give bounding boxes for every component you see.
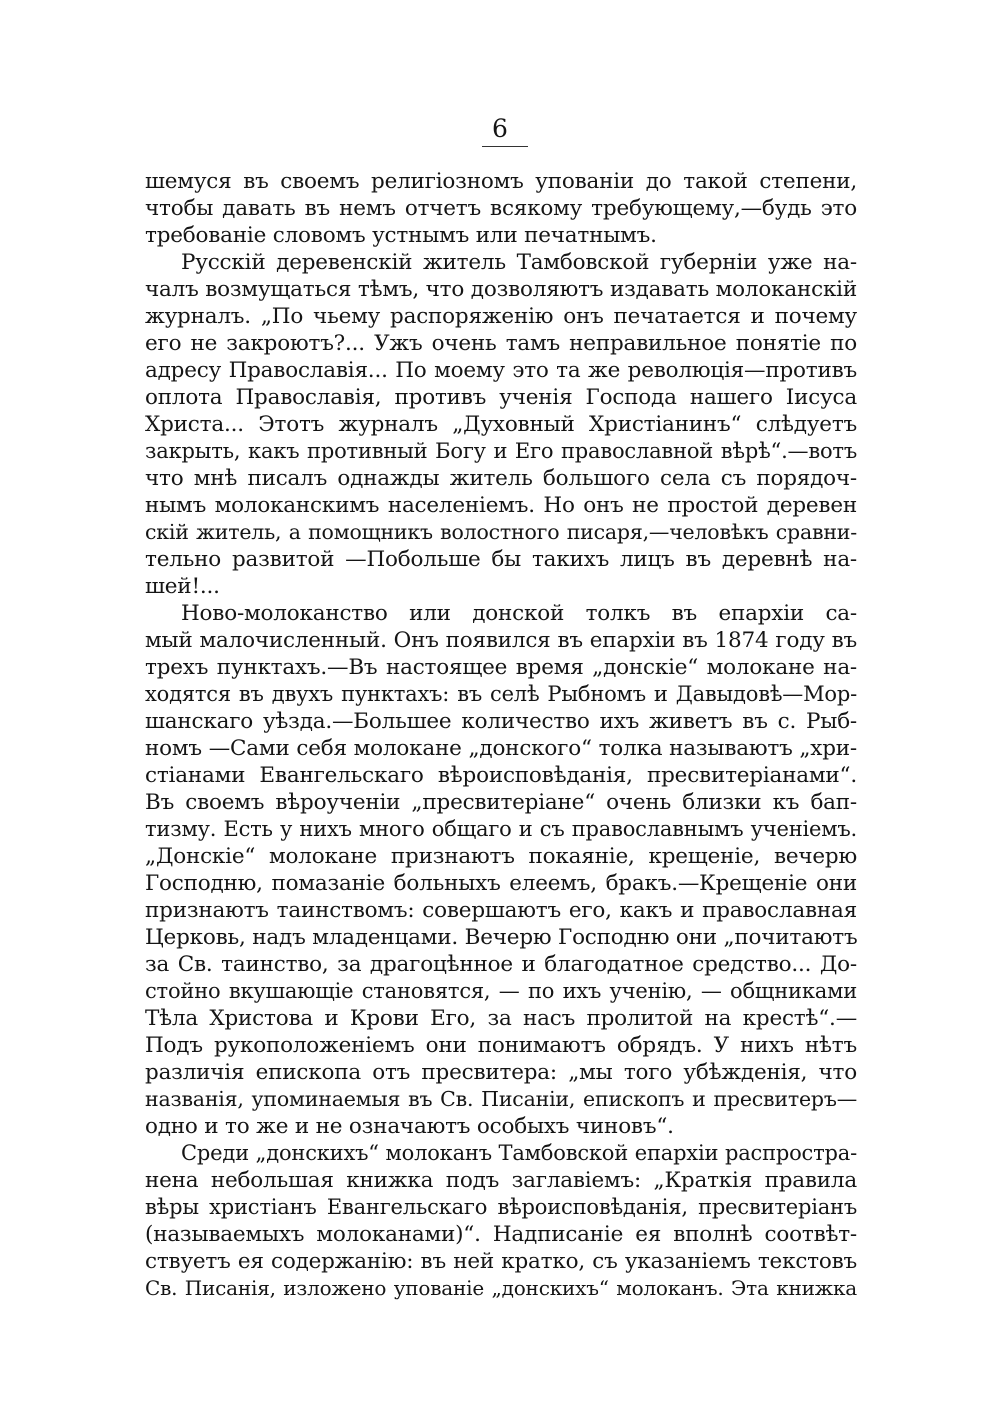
text-line: номъ —Сами себя молокане „донского“ толка называютъ „хри- — [145, 736, 857, 761]
text-line: Тѣла Христова и Крови Его, за насъ пролитой на крестѣ“.— — [145, 1006, 857, 1031]
text-line: шемуся въ своемъ религіозномъ упованіи до такой степени, — [145, 169, 857, 194]
text-line: признаютъ таинствомъ: совершаютъ его, какъ и православная — [145, 898, 857, 923]
text-line: стойно вкушающіе становятся, — по ихъ ученію, — общниками — [145, 979, 857, 1003]
text-line: Въ своемъ вѣроученіи „пресвитеріане“ очень близки къ бап- — [145, 790, 857, 815]
text-line: ствуетъ ея содержанію: въ ней кратко, съ указаніемъ текстовъ — [145, 1249, 857, 1274]
page-number-rule — [482, 146, 528, 147]
text-line: Русскій деревенскій житель Тамбовской губерніи уже на- — [181, 250, 857, 275]
text-line: „Донскіе“ молокане признаютъ покаяніе, крещеніе, вечерю — [145, 844, 857, 869]
body-text — [145, 168, 857, 1302]
text-line: названія, упоминаемыя въ Св. Писаніи, епископъ и пресвитеръ— — [145, 1087, 857, 1111]
text-line: чалъ возмущаться тѣмъ, что дозволяютъ издавать молоканскій — [145, 277, 857, 302]
text-line: что мнѣ писалъ однажды житель большого села съ порядоч- — [145, 466, 857, 491]
text-line: его не закроютъ?... Ужъ очень тамъ неправильное понятіе по — [145, 331, 857, 356]
text-line: Ново-молоканство или донской толкъ въ епархіи са- — [181, 601, 857, 626]
text-line: нымъ молоканскимъ населеніемъ. Но онъ не простой деревен — [145, 493, 857, 518]
text-line: закрыть, какъ противный Богу и Его православной вѣрѣ“.—вотъ — [145, 439, 857, 463]
text-line: Подъ рукоположеніемъ они понимаютъ обрядъ. У нихъ нѣтъ — [145, 1033, 857, 1058]
text-line: трехъ пунктахъ.—Въ настоящее время „донскіе“ молокане на- — [145, 655, 857, 680]
text-line: мый малочисленный. Онъ появился въ епархіи въ 1874 году въ — [145, 628, 857, 653]
text-line: вѣры христіанъ Евангельскаго вѣроисповѣданія, пресвитеріанъ — [145, 1195, 857, 1219]
text-line: Господню, помазаніе больныхъ елеемъ, бракъ.—Крещеніе они — [145, 871, 857, 896]
text-line: Христа... Этотъ журналъ „Духовный Христіанинъ“ слѣдуетъ — [145, 412, 857, 437]
page-number: 6 — [492, 114, 508, 143]
text-line: за Св. таинство, за драгоцѣнное и благодатное средство... До- — [145, 952, 857, 977]
text-line: журналъ. „По чьему распоряженію онъ печатается и почему — [145, 304, 857, 329]
text-line: (называемыхъ молоканами)“. Надписаніе ея вполнѣ соотвѣт- — [145, 1222, 857, 1247]
text-line: Среди „донскихъ“ молоканъ Тамбовской епархіи распростра- — [181, 1141, 857, 1165]
text-line: нена небольшая книжка подъ заглавіемъ: „Краткія правила — [145, 1168, 857, 1193]
text-line: различія епископа отъ пресвитера: „мы того убѣжденія, что — [145, 1060, 857, 1085]
text-line: скій житель, а помощникъ волостного писаря,—человѣкъ сравни- — [145, 520, 857, 544]
text-line: шей!... — [145, 574, 220, 599]
text-line: тизму. Есть у нихъ много общаго и съ православнымъ ученіемъ. — [145, 817, 857, 841]
text-line: оплота Православія, противъ ученія Господа нашего Іисуса — [145, 385, 857, 410]
text-line: Св. Писанія, изложено упованіе „донскихъ“ молоканъ. Эта книжка — [145, 1276, 857, 1300]
text-line: одно и то же и не означаютъ особыхъ чиновъ“. — [145, 1114, 674, 1139]
text-line: требованіе словомъ устнымъ или печатнымъ. — [145, 223, 657, 248]
text-line: чтобы давать въ немъ отчетъ всякому требующему,—будь это — [145, 196, 857, 221]
text-line: тельно развитой —Побольше бы такихъ лицъ въ деревнѣ на- — [145, 547, 857, 572]
text-line: стіанами Евангельскаго вѣроисповѣданія, пресвитеріанами“. — [145, 763, 857, 788]
text-line: шанскаго уѣзда.—Большее количество ихъ живетъ въ с. Рыб- — [145, 709, 857, 734]
text-line: Церковь, надъ младенцами. Вечерю Господню они „почитаютъ — [145, 925, 857, 950]
text-line: адресу Православія... По моему это та же революція—противъ — [145, 358, 857, 383]
text-line: ходятся въ двухъ пунктахъ: въ селѣ Рыбномъ и Давыдовѣ—Мор- — [145, 682, 857, 706]
